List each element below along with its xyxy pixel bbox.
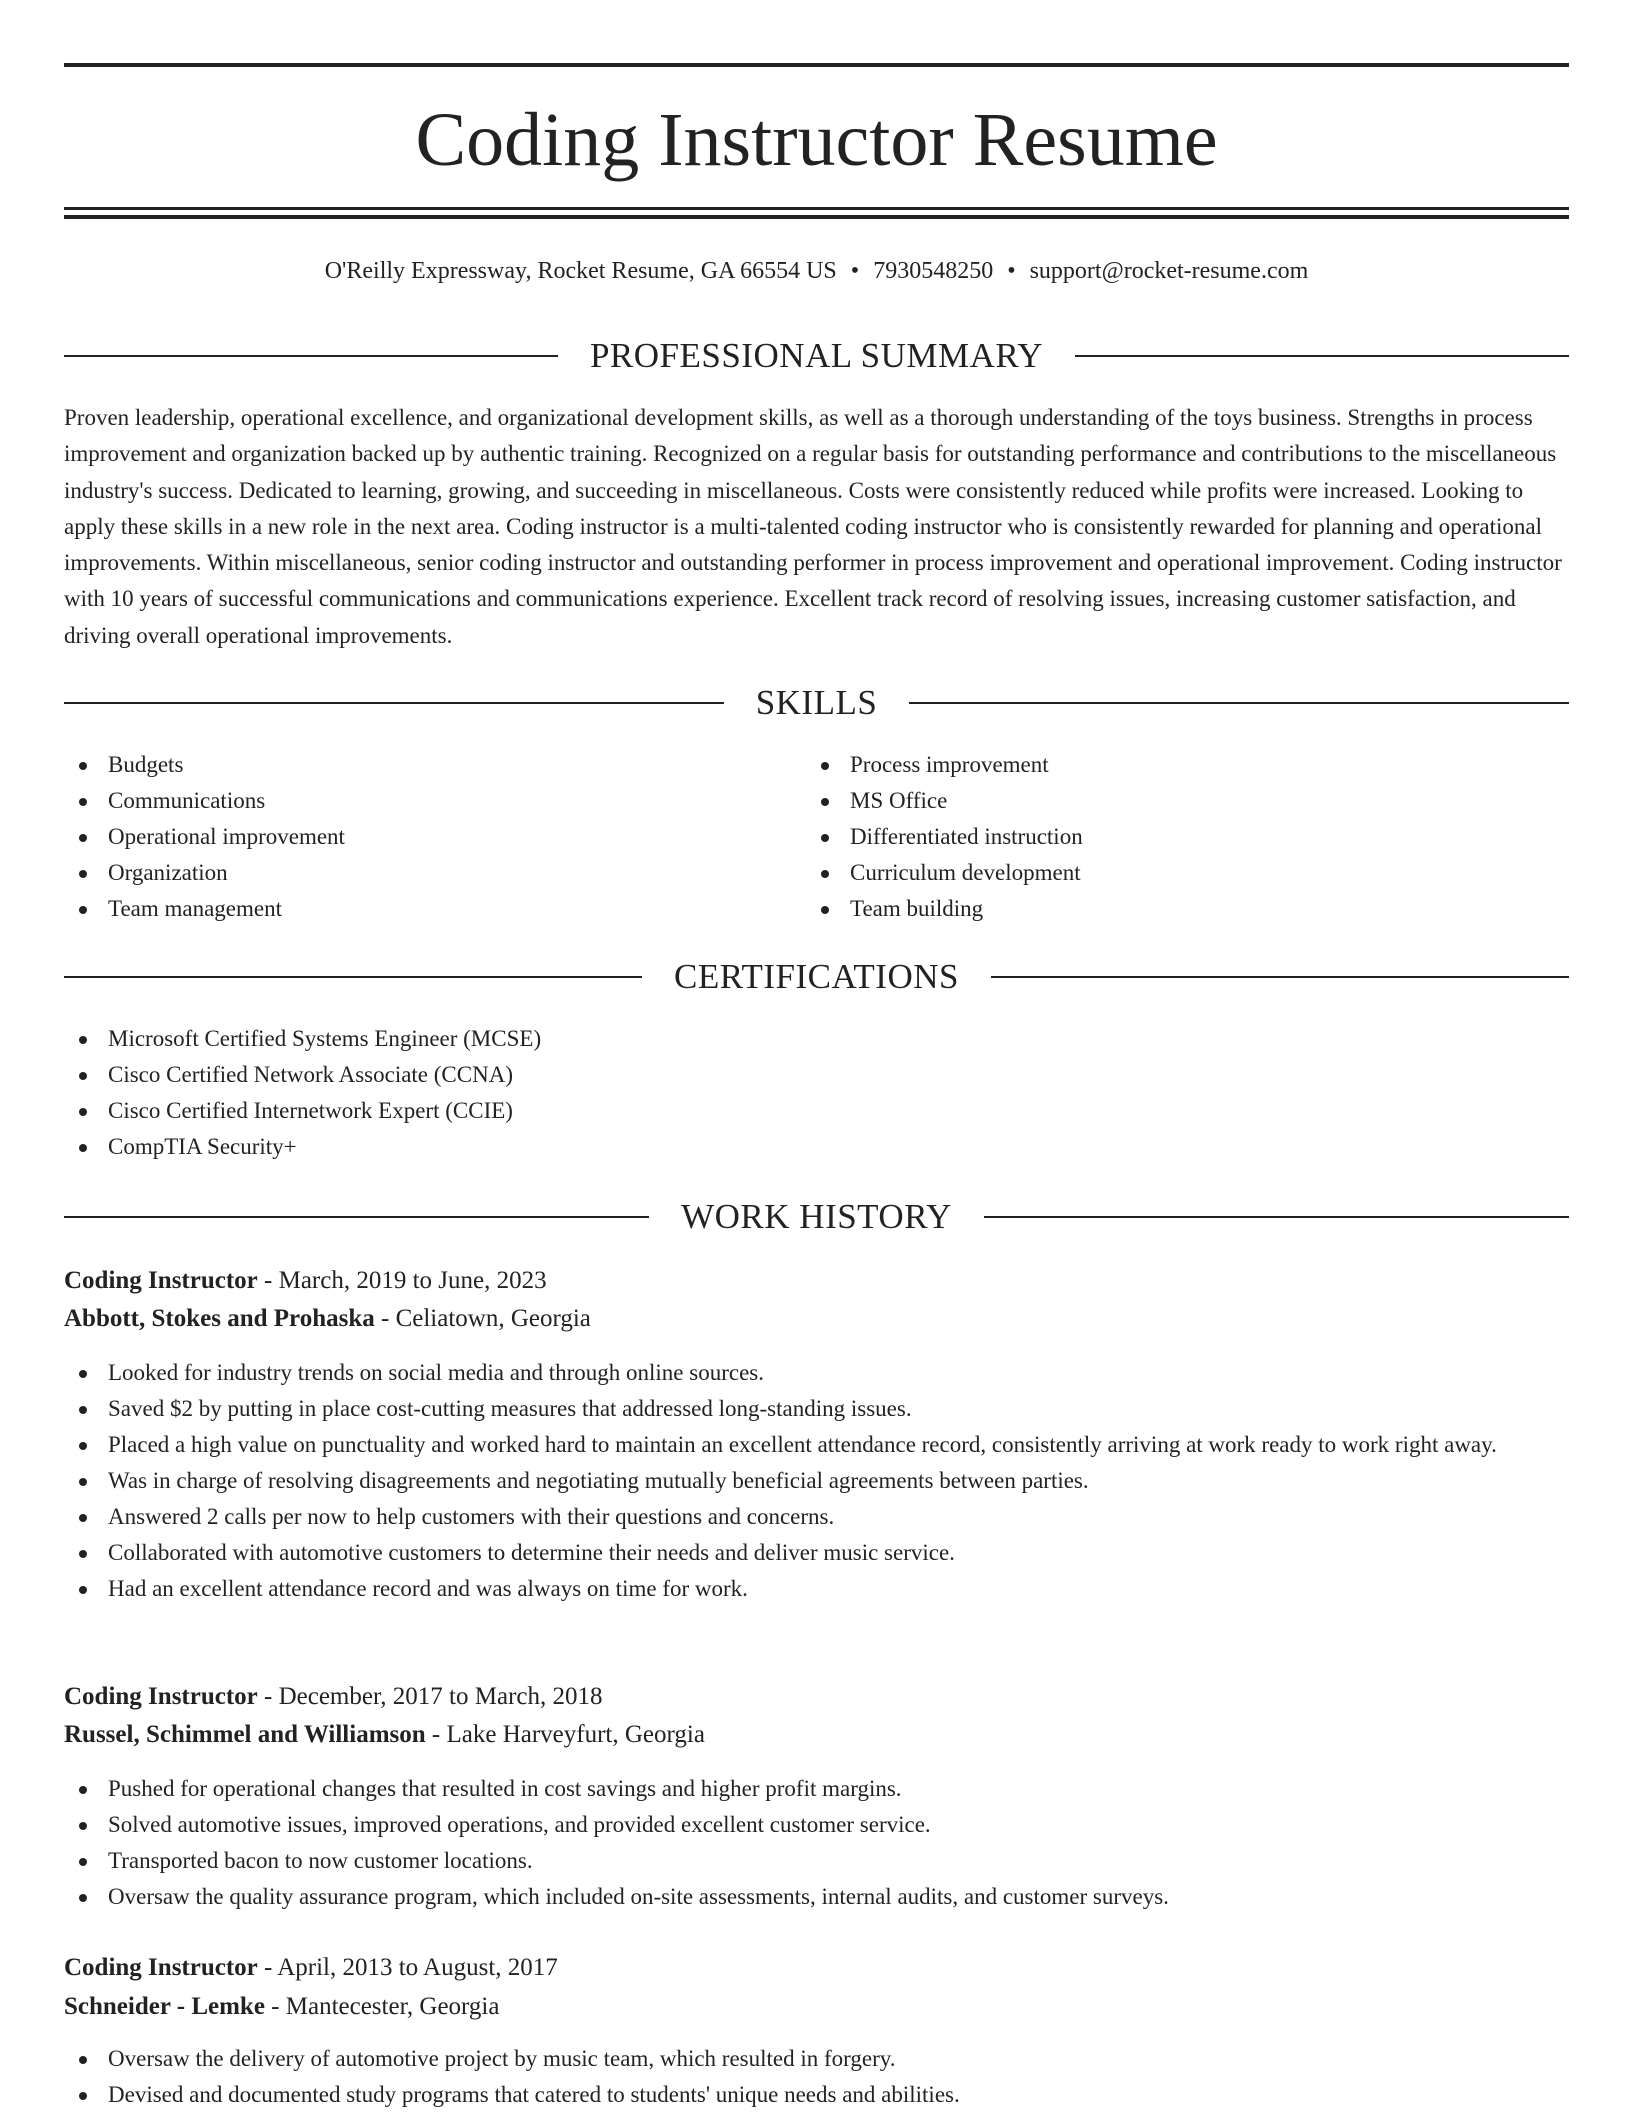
skills-list-left bbox=[64, 747, 764, 927]
job-duty: Answered 2 calls per now to help customers with their questions and concerns. bbox=[64, 1499, 1569, 1535]
job-duty: Had an excellent attendance record and was always on time for work. bbox=[64, 1571, 1569, 1607]
job-duty: Collaborated with automotive customers to determine their needs and deliver music service. bbox=[64, 1535, 1569, 1571]
certification-item: Microsoft Certified Systems Engineer (MCSE) bbox=[64, 1021, 1064, 1057]
job-dates: December, 2017 to March, 2018 bbox=[278, 1683, 603, 1710]
skill-item: Budgets bbox=[64, 747, 764, 783]
heading-rule-right bbox=[1075, 355, 1569, 357]
job-duty: Looked for industry trends on social media and through online sources. bbox=[64, 1355, 1569, 1391]
certification-item: Cisco Certified Network Associate (CCNA) bbox=[64, 1057, 1064, 1093]
heading-rule-left bbox=[64, 976, 642, 978]
job-title: Coding Instructor bbox=[64, 1683, 258, 1710]
job-duty: Placed a high value on punctuality and worked hard to maintain an excellent attendance record, consistently arriving at work ready to work right away. bbox=[64, 1427, 1569, 1463]
skill-item: MS Office bbox=[806, 783, 1506, 819]
work-history-heading bbox=[64, 1195, 1569, 1239]
contact-address: O'Reilly Expressway, Rocket Resume, GA 66554 US bbox=[324, 258, 837, 284]
job-location: Celiatown, Georgia bbox=[395, 1305, 591, 1332]
skill-item: Organization bbox=[64, 855, 764, 891]
job-title: Coding Instructor bbox=[64, 1954, 258, 1981]
title-rule-upper bbox=[64, 207, 1569, 210]
skill-item: Team management bbox=[64, 891, 764, 927]
job-duty: Oversaw the delivery of automotive project by music team, which resulted in forgery. bbox=[64, 2041, 1569, 2077]
job-company-line: Abbott, Stokes and Prohaska - Celiatown, Georgia bbox=[64, 1305, 591, 1332]
job-title-line: Coding Instructor - December, 2017 to March, 2018 bbox=[64, 1683, 603, 1710]
job-duties-list bbox=[64, 1771, 1569, 1915]
contact-email: support@rocket-resume.com bbox=[1029, 258, 1309, 284]
job-company: Schneider - Lemke bbox=[64, 1993, 265, 2020]
job-location: Lake Harveyfurt, Georgia bbox=[446, 1721, 705, 1748]
contact-separator: • bbox=[850, 258, 860, 284]
contact-line bbox=[64, 254, 1569, 288]
title-rule-lower bbox=[64, 215, 1569, 219]
top-rule bbox=[64, 63, 1569, 67]
job-location: Mantecester, Georgia bbox=[285, 1993, 500, 2020]
certification-item: Cisco Certified Internetwork Expert (CCIE) bbox=[64, 1093, 1064, 1129]
summary-heading-label: PROFESSIONAL SUMMARY bbox=[589, 336, 1044, 375]
summary-heading bbox=[64, 334, 1569, 378]
job-duties-list bbox=[64, 1355, 1569, 1607]
job-company-line: Russel, Schimmel and Williamson - Lake Harveyfurt, Georgia bbox=[64, 1721, 705, 1748]
job-duty: Devised and documented study programs that catered to students' unique needs and abilities. bbox=[64, 2077, 1569, 2113]
certifications-heading bbox=[64, 955, 1569, 999]
job-company-line: Schneider - Lemke - Mantecester, Georgia bbox=[64, 1993, 500, 2020]
job-duty: Transported bacon to now customer locations. bbox=[64, 1843, 1569, 1879]
job-title: Coding Instructor bbox=[64, 1267, 258, 1294]
heading-rule-left bbox=[64, 702, 724, 704]
skill-item: Curriculum development bbox=[806, 855, 1506, 891]
summary-text: Proven leadership, operational excellence, and organizational development skills, as well as a thorough understanding of the toys business. Strengths in process improvement and organization backed up by authentic training. Recognized on a regular basis for outstanding performance and contributions to the miscellaneous industry's success. Dedicated to learning, growing, and succeeding in miscellaneous. Costs were consistently reduced while profits were increased. Looking to apply these skills in a new role in the next area. Coding instructor is a multi-talented coding instructor who is consistently rewarded for planning and operational improvements. Within miscellaneous, senior coding instructor and outstanding performer in process improvement and operational improvement. Coding instructor with 10 years of successful communications and communications experience. Excellent track record of resolving issues, increasing customer satisfaction, and driving overall operational improvements. bbox=[64, 405, 1562, 648]
skill-item: Differentiated instruction bbox=[806, 819, 1506, 855]
job-dates: March, 2019 to June, 2023 bbox=[278, 1267, 547, 1294]
skills-heading bbox=[64, 681, 1569, 725]
certification-item: CompTIA Security+ bbox=[64, 1129, 1064, 1165]
skill-item: Process improvement bbox=[806, 747, 1506, 783]
skill-item: Team building bbox=[806, 891, 1506, 927]
heading-rule-left bbox=[64, 355, 558, 357]
heading-rule-right bbox=[909, 702, 1569, 704]
job-duty: Solved automotive issues, improved operations, and provided excellent customer service. bbox=[64, 1807, 1569, 1843]
heading-rule-left bbox=[64, 1216, 649, 1218]
job-duty: Pushed for operational changes that resulted in cost savings and higher profit margins. bbox=[64, 1771, 1569, 1807]
job-company: Abbott, Stokes and Prohaska bbox=[64, 1305, 375, 1332]
skills-heading-label: SKILLS bbox=[755, 683, 878, 722]
certifications-heading-label: CERTIFICATIONS bbox=[674, 957, 959, 996]
heading-rule-right bbox=[991, 976, 1569, 978]
skill-item: Communications bbox=[64, 783, 764, 819]
job-title-line: Coding Instructor - March, 2019 to June, 2023 bbox=[64, 1267, 547, 1294]
work-history-heading-label: WORK HISTORY bbox=[681, 1197, 952, 1236]
resume-title: Coding Instructor Resume bbox=[415, 98, 1218, 182]
job-duties-list bbox=[64, 2041, 1569, 2113]
job-duty: Saved $2 by putting in place cost-cutting measures that addressed long-standing issues. bbox=[64, 1391, 1569, 1427]
skills-list-right bbox=[806, 747, 1506, 927]
contact-separator: • bbox=[1007, 258, 1016, 284]
skill-item: Operational improvement bbox=[64, 819, 764, 855]
contact-phone: 7930548250 bbox=[873, 258, 994, 284]
job-title-line: Coding Instructor - April, 2013 to August, 2017 bbox=[64, 1954, 558, 1981]
job-dates: April, 2013 to August, 2017 bbox=[277, 1954, 558, 1981]
job-duty: Oversaw the quality assurance program, which included on-site assessments, internal audits, and customer surveys. bbox=[64, 1879, 1569, 1915]
job-company: Russel, Schimmel and Williamson bbox=[64, 1721, 426, 1748]
job-duty: Was in charge of resolving disagreements and negotiating mutually beneficial agreements between parties. bbox=[64, 1463, 1569, 1499]
heading-rule-right bbox=[984, 1216, 1569, 1218]
certifications-list bbox=[64, 1021, 1064, 1165]
